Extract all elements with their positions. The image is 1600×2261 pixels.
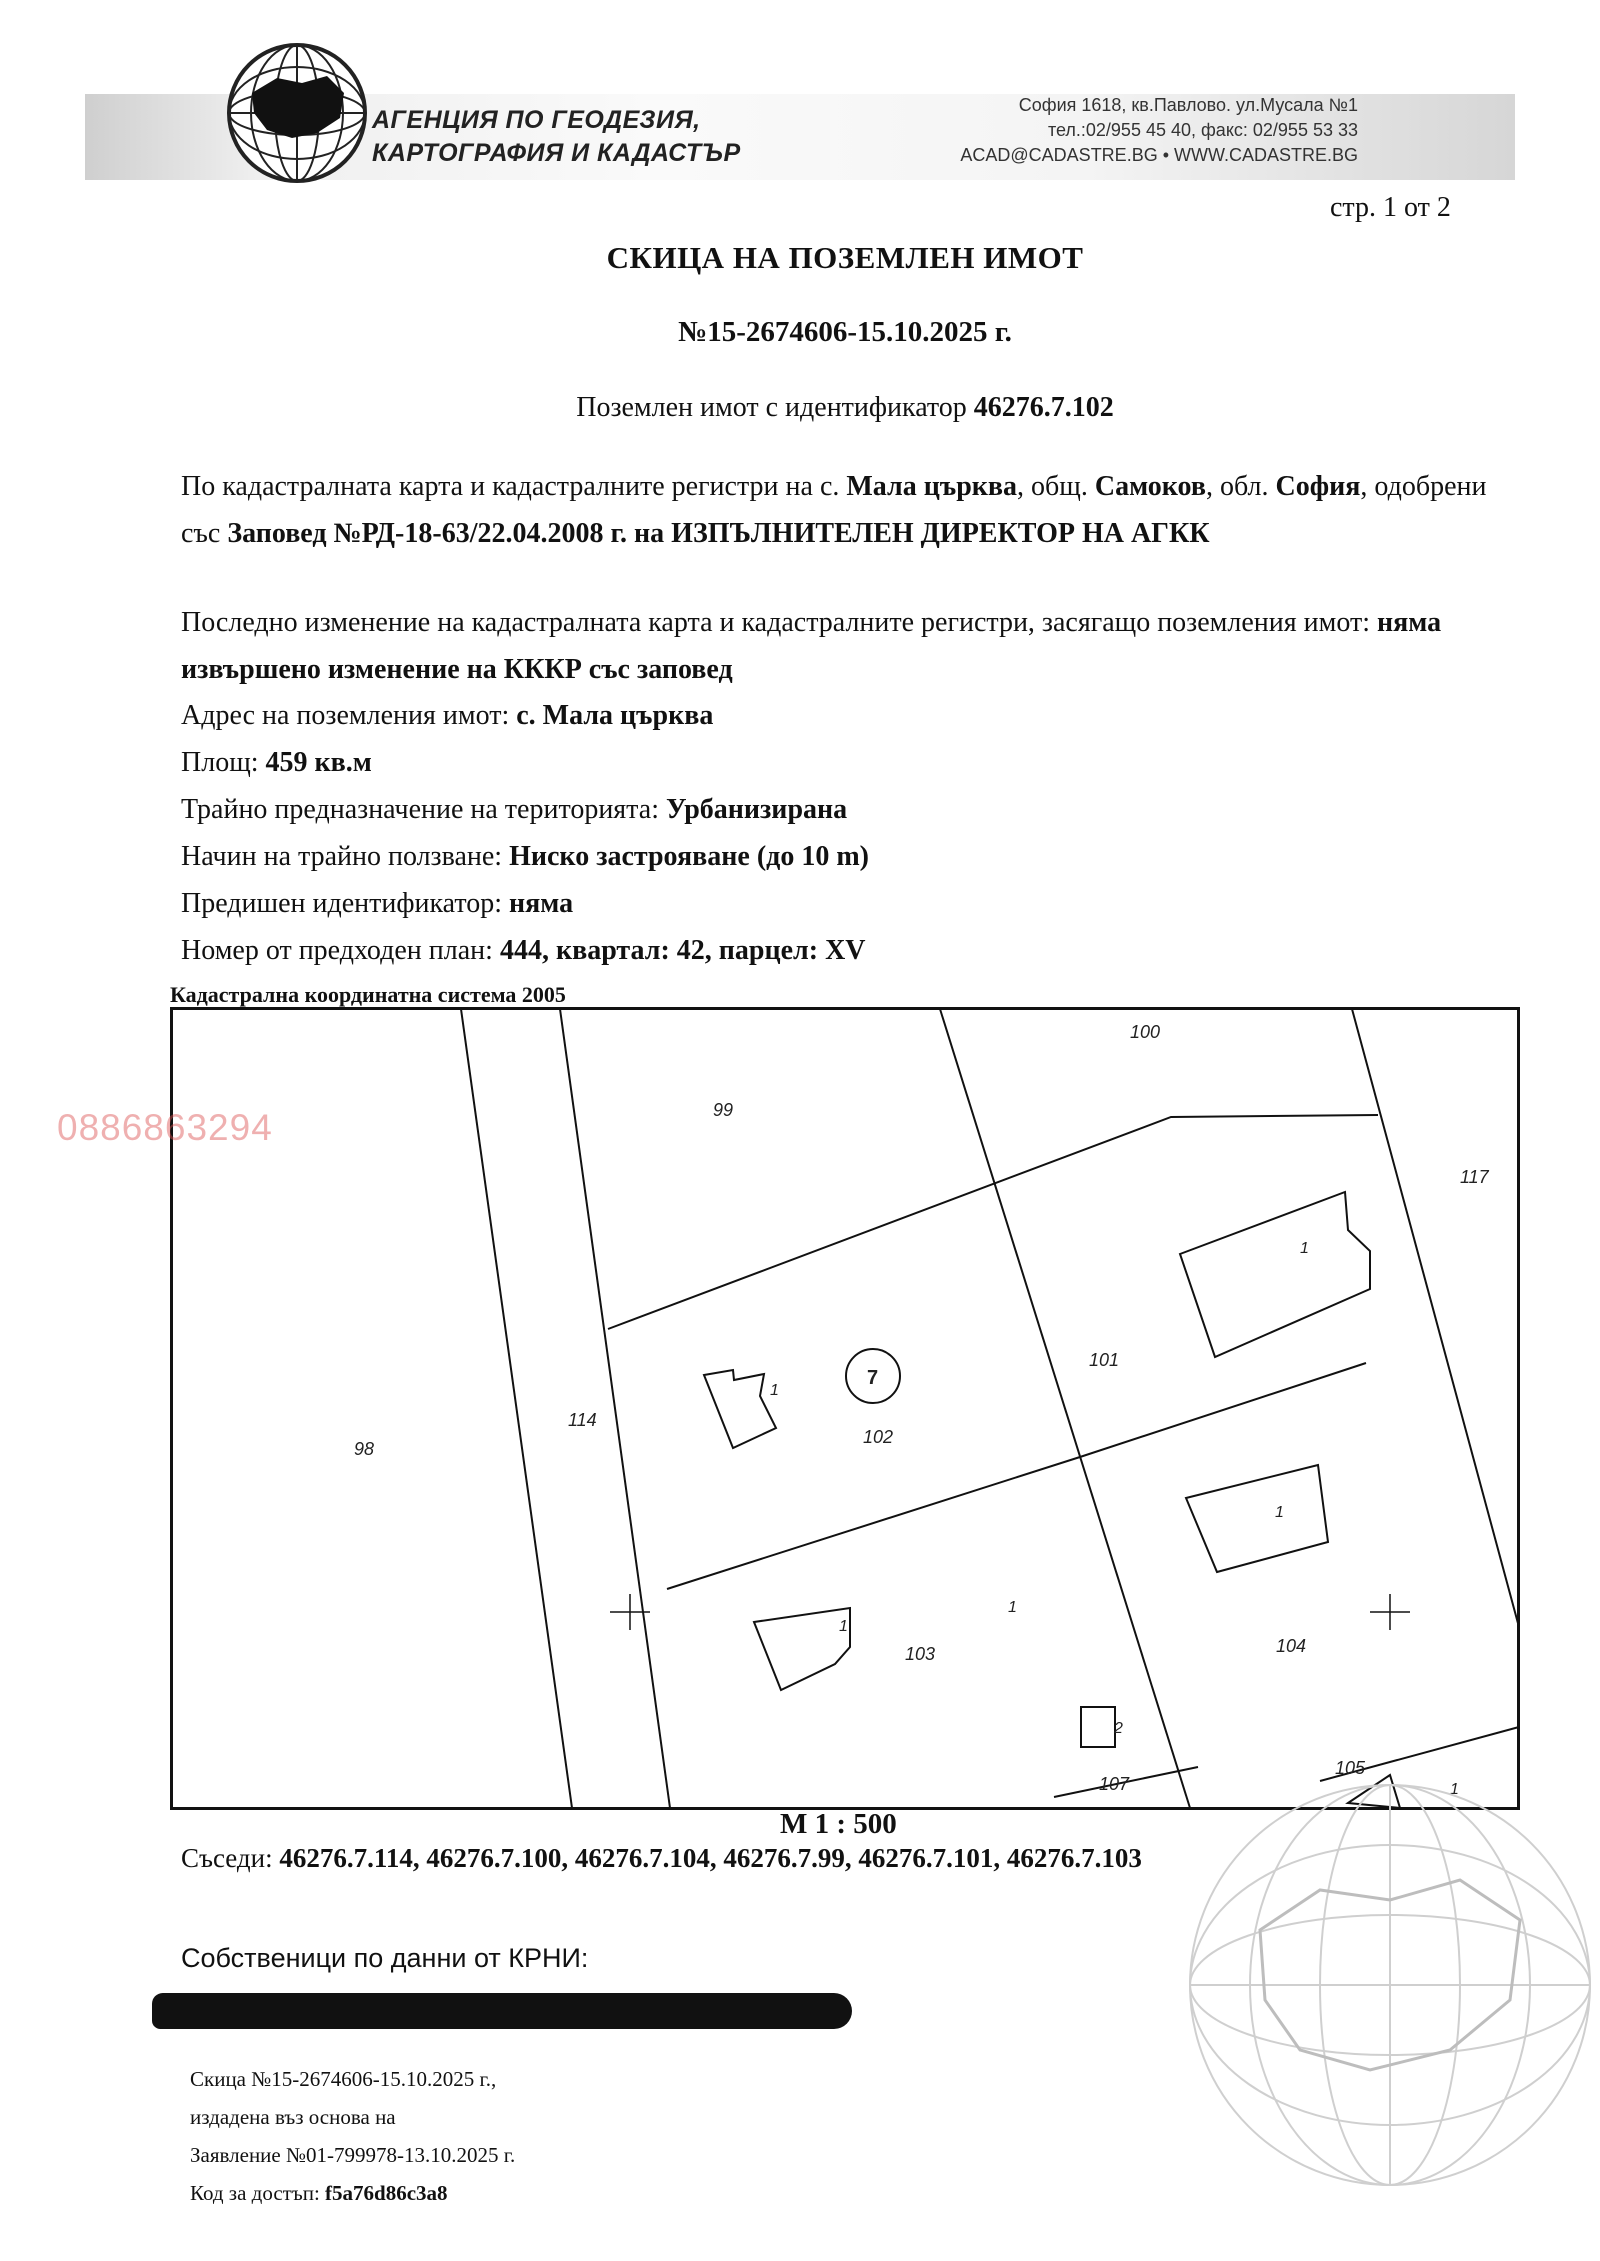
basis-text-b: , общ. [1017,471,1088,502]
area-label: Площ: [181,747,259,778]
map-border [172,1009,1519,1809]
agency-name: АГЕНЦИЯ ПО ГЕОДЕЗИЯ, КАРТОГРАФИЯ И КАДАСТЪР [372,106,741,167]
parcel-identifier-line [0,392,1600,424]
access-code-value: f5a76d86c3a8 [325,2181,448,2205]
parcel-address [181,692,1521,739]
use-label: Начин на трайно ползване: [181,841,503,872]
last-change [181,599,1521,693]
globe-watermark [1150,1770,1600,2200]
land-use [181,833,1521,880]
address-value: с. Мала църква [516,700,714,731]
parcel-area [181,739,1521,786]
parcel-label-103: 103 [905,1644,936,1664]
issuance-footer [190,2060,515,2212]
municipality-name: Самоков [1094,471,1206,502]
footer-application-number: Заявление №01-799978-13.10.2025 г. [190,2143,516,2167]
phone-watermark: 0886863294 [57,1107,273,1148]
parcel-label-107: 107 [1099,1774,1130,1794]
agency-globe-logo [222,38,372,188]
prev-plan-value: 444, квартал: 42, парцел: XV [499,935,866,966]
footer-issued-based-on: издадена въз основа на [190,2105,396,2129]
parcel-label-101: 101 [1089,1350,1120,1370]
footer-sketch-number: Скица №15-2674606-15.10.2025 г., [190,2067,497,2091]
identifier-prefix: Поземлен имот с идентификатор [576,392,967,423]
purpose-label: Трайно предназначение на територията: [181,794,659,825]
neighbors-list: 46276.7.114, 46276.7.100, 46276.7.104, 46276.7.99, 46276.7.101, 46276.7.103 [279,1843,1142,1873]
building-label: 1 [839,1618,848,1635]
basis-text-d: , одобрени със [181,471,1487,549]
cadastral-basis [181,463,1521,557]
building-label: 1 [1008,1599,1017,1616]
parcel-label-104: 104 [1276,1636,1307,1656]
address-label: Адрес на поземления имот: [181,700,510,731]
building-label: 1 [1275,1504,1284,1521]
access-code-label: Код за достъп: [190,2181,320,2205]
agency-address: София 1618, кв.Павлово. ул.Мусала №1 [1018,95,1358,115]
parcel-label-100: 100 [1130,1022,1161,1042]
agency-email-web: ACAD@CADASTRE.BG • WWW.CADASTRE.BG [960,145,1358,165]
territory-purpose [181,786,1521,833]
prev-id-label: Предишен идентификатор: [181,888,503,919]
building-label: 2 [1114,1720,1123,1737]
previous-identifier [181,880,1521,927]
document-title: СКИЦА НА ПОЗЕМЛЕН ИМОТ [606,240,1084,275]
parcel-identifier: 46276.7.102 [973,392,1114,423]
redacted-owner-name [152,1993,852,2029]
neighbors-label: Съседи: [181,1843,273,1873]
owners-label: Собственици по данни от КРНИ: [181,1943,589,1973]
prev-plan-label: Номер от предходен план: [181,935,493,966]
footer-access-code [190,2174,515,2212]
page-number: стр. 1 от 2 [1330,192,1451,223]
prev-id-value: няма [509,888,574,919]
parcel-label-98: 98 [354,1439,375,1459]
use-value: Ниско застрояване (до 10 m) [509,841,869,872]
parcel-label-102: 102 [863,1427,894,1447]
village-name: Мала църква [846,471,1018,502]
approval-order: Заповед №РД-18-63/22.04.2008 г. на ИЗПЪЛНИТЕЛЕН ДИРЕКТОР НА АГКК [227,518,1210,549]
parcel-label-105: 105 [1335,1758,1366,1778]
building-label: 1 [1450,1781,1459,1798]
parcel-label-99: 99 [713,1100,734,1120]
area-value: 459 кв.м [265,747,372,778]
agency-contacts [928,93,1358,168]
last-change-value: няма извършено изменение на КККР със заповед [181,607,1442,685]
basis-text-a: По кадастралната карта и кадастралните регистри на с. [181,471,840,502]
region-name: София [1275,471,1361,502]
document-number: №15-2674606-15.10.2025 г. [678,316,1012,348]
parcel-label-114: 114 [568,1410,597,1430]
basis-text-c: , обл. [1205,471,1269,502]
previous-plan [181,927,1521,974]
map-scale: М 1 : 500 [780,1808,897,1840]
coordinate-system-caption: Кадастрална координатна система 2005 [170,982,566,1007]
last-change-label: Последно изменение на кадастралната карта и кадастралните регистри, засягащо поземления имот: [181,607,1370,638]
cadastral-map [170,1007,1520,1810]
agency-phone: тел.:02/955 45 40, факс: 02/955 53 33 [1047,120,1358,140]
parcel-label-117: 117 [1460,1167,1489,1187]
subject-marker-label: 7 [867,1367,879,1389]
purpose-value: Урбанизирана [665,794,848,825]
building-label: 1 [1300,1240,1309,1257]
building-label: 1 [770,1382,779,1399]
